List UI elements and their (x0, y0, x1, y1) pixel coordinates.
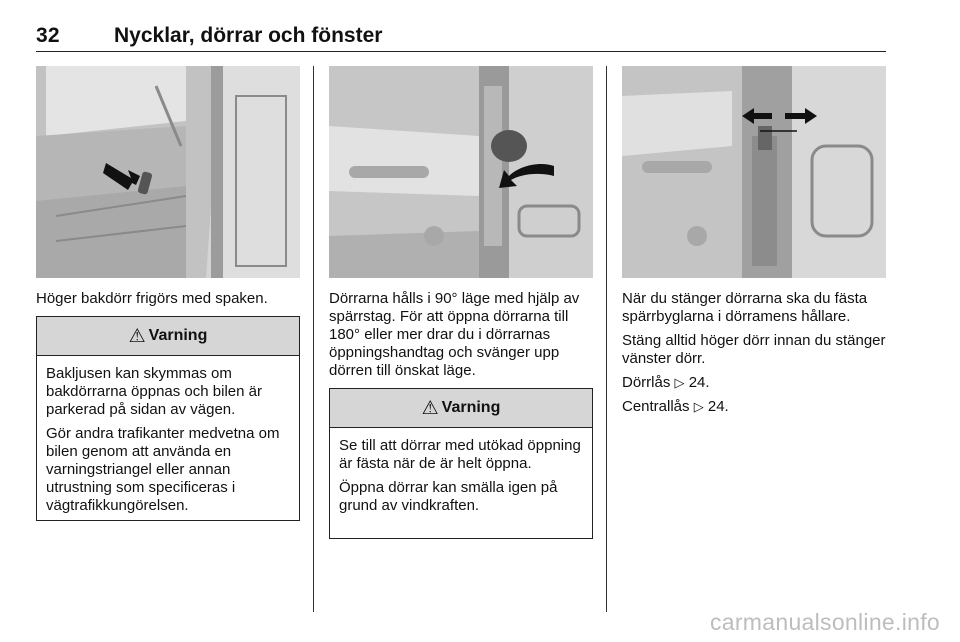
xref-page: 24. (707, 398, 729, 415)
column-divider (313, 66, 314, 612)
xref-page: 24. (688, 374, 710, 391)
column-2-caption: Dörrarna hålls i 90° läge med hjälp av spärrstag. För att öppna dörrarna till 180° eller mer drar du i dörrarnas öppningshandtag och svänger upp dörren till önskat läge. (329, 290, 580, 379)
xref-door-lock[interactable] (622, 374, 894, 393)
page-number: 32 (36, 24, 60, 47)
column-divider (606, 66, 607, 612)
header-rule (36, 51, 886, 52)
column-3-paragraph: När du stänger dörrarna ska du fästa spärrbyglarna i dörramens hållare. (622, 290, 868, 325)
rear-door-release-lever-photo (36, 66, 300, 278)
column-1-caption: Höger bakdörr frigörs med spaken. (36, 290, 268, 307)
page-title: Nycklar, dörrar och fönster (114, 24, 383, 47)
warning-paragraph: Se till att dörrar med utökad öppning är fästa när de är helt öppna. (339, 437, 581, 472)
warning-triangle-icon: ⚠ (421, 397, 439, 419)
warning-body (330, 428, 592, 523)
column-3-paragraph: Stäng alltid höger dörr innan du stänger vänster dörr. (622, 332, 886, 367)
warning-paragraph: Gör andra trafikanter medvetna om bilen genom att använda en varningstriangel eller annan utrustning som specificeras i vägtrafikkungörelsen. (46, 425, 280, 514)
watermark-logo: carmanualsonline.info (709, 609, 940, 635)
xref-label: Dörrlås (622, 374, 671, 391)
warning-title: Varning (441, 399, 501, 416)
warning-triangle-icon: ⚠ (128, 325, 146, 347)
door-stay-attach-photo (622, 66, 886, 278)
xref-central-lock[interactable] (622, 398, 894, 417)
warning-paragraph: Öppna dörrar kan smälla igen på grund av vindkraften. (339, 479, 558, 514)
warning-paragraph: Bakljusen kan skymmas om bakdörrarna öppnas och bilen är parkerad på sidan av vägen. (46, 365, 262, 418)
xref-arrow-icon: ▷ (674, 376, 685, 391)
warning-box (329, 388, 593, 539)
warning-box (36, 316, 300, 521)
page-header (36, 22, 886, 50)
xref-arrow-icon: ▷ (693, 400, 704, 415)
warning-header (330, 389, 592, 428)
warning-title: Varning (148, 327, 208, 344)
warning-header (37, 317, 299, 356)
xref-label: Centrallås (622, 398, 690, 415)
warning-body (37, 356, 299, 523)
door-stay-strap-photo (329, 66, 593, 278)
